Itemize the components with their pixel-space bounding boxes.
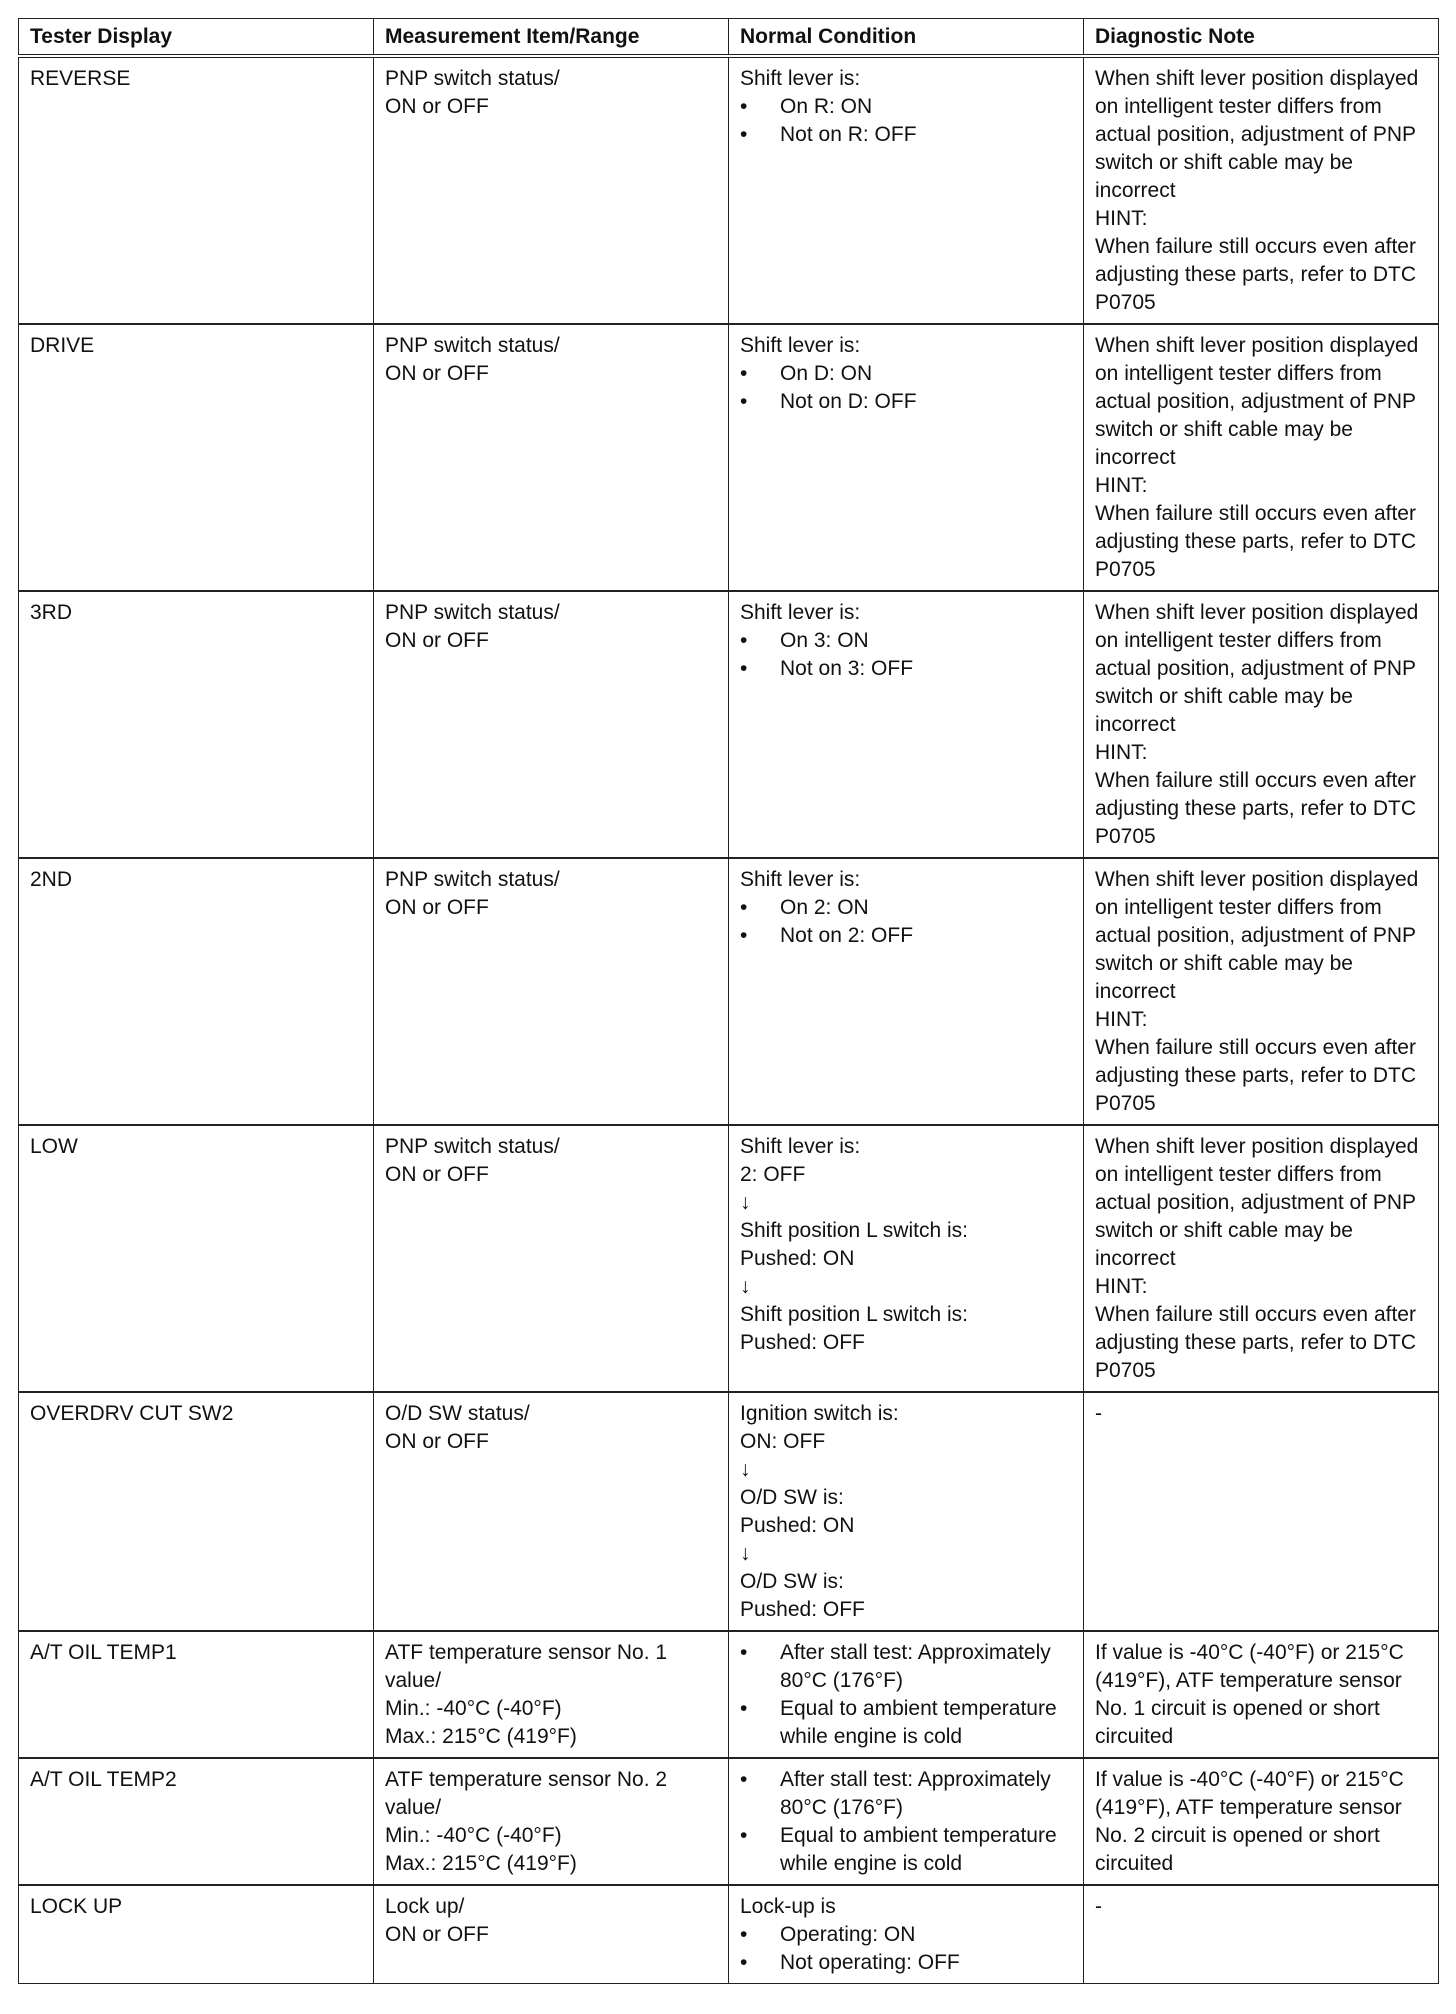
tester-display-text: 3RD (30, 601, 73, 624)
table-row (19, 858, 1439, 1125)
tester-display-text: LOW (30, 1135, 78, 1158)
diagnostic-note-line: HINT: (1095, 741, 1148, 764)
tester-display-text: A/T OIL TEMP2 (30, 1768, 177, 1791)
condition-bullet (740, 1949, 1072, 1977)
condition-bullet (740, 1822, 1072, 1878)
table-row (19, 1631, 1439, 1758)
measurement-line: ATF temperature sensor No. 1 value/ (385, 1641, 673, 1692)
diagnostic-note-line: When shift lever position displayed on intelligent tester differs from actual position, adjustment of PNP switch or shift cable may be incorrect (1095, 1135, 1425, 1270)
condition-line: Shift lever is: (740, 868, 861, 891)
condition-bullet-text: Operating: ON (780, 1923, 916, 1946)
condition-bullet-text: On 2: ON (780, 896, 869, 919)
down-arrow-icon: ↓ (740, 1191, 751, 1214)
measurement-line: ON or OFF (385, 629, 489, 652)
diagnostic-note-line: When failure still occurs even after adjusting these parts, refer to DTC P0705 (1095, 502, 1422, 581)
measurement-line: Max.: 215°C (419°F) (385, 1852, 577, 1875)
cell-normal-condition (729, 591, 1084, 858)
bullet-icon: • (740, 924, 748, 947)
condition-line: O/D SW is: (740, 1486, 844, 1509)
measurement-line: ON or OFF (385, 95, 489, 118)
cell-tester-display (19, 1631, 374, 1758)
diagnostic-note-line: When failure still occurs even after adjusting these parts, refer to DTC P0705 (1095, 235, 1422, 314)
measurement-line: O/D SW status/ (385, 1402, 530, 1425)
table-row (19, 1125, 1439, 1392)
table-row (19, 591, 1439, 858)
bullet-icon: • (740, 1951, 748, 1974)
condition-line: Lock-up is (740, 1895, 836, 1918)
cell-measurement (374, 324, 729, 591)
cell-normal-condition (729, 56, 1084, 324)
condition-line: Shift position L switch is: (740, 1303, 968, 1326)
table-row (19, 1758, 1439, 1885)
tester-display-text: 2ND (30, 868, 73, 891)
bullet-icon: • (740, 1923, 748, 1946)
diagnostic-note-line: HINT: (1095, 207, 1148, 230)
condition-bullet (740, 1766, 1072, 1822)
measurement-line: ON or OFF (385, 1163, 489, 1186)
cell-tester-display (19, 56, 374, 324)
measurement-line: PNP switch status/ (385, 67, 560, 90)
condition-bullet (740, 1695, 1072, 1751)
bullet-icon: • (740, 1824, 748, 1847)
cell-diagnostic-note (1084, 1631, 1439, 1758)
condition-line: Shift lever is: (740, 1135, 861, 1158)
bullet-icon: • (740, 123, 748, 146)
condition-bullet-text: After stall test: Approximately 80°C (176°F) (780, 1641, 1051, 1692)
diagnostic-note-line: When shift lever position displayed on intelligent tester differs from actual position, adjustment of PNP switch or shift cable may be incorrect (1095, 601, 1425, 736)
condition-line: Ignition switch is: (740, 1402, 899, 1425)
tester-display-text: LOCK UP (30, 1895, 123, 1918)
tester-display-text: DRIVE (30, 334, 95, 357)
condition-line: ON: OFF (740, 1430, 826, 1453)
cell-diagnostic-note (1084, 56, 1439, 324)
tester-display-text: REVERSE (30, 67, 131, 90)
cell-tester-display (19, 1758, 374, 1885)
condition-bullet (740, 388, 1072, 416)
measurement-line: PNP switch status/ (385, 601, 560, 624)
measurement-line: PNP switch status/ (385, 1135, 560, 1158)
measurement-line: Max.: 215°C (419°F) (385, 1725, 577, 1748)
diagnostic-note-line: If value is -40°C (-40°F) or 215°C (419°F), ATF temperature sensor No. 1 circuit is opened or short circuited (1095, 1641, 1410, 1748)
measurement-line: Lock up/ (385, 1895, 465, 1918)
condition-bullet-text: Not on 2: OFF (780, 924, 914, 947)
condition-bullet-text: On R: ON (780, 95, 873, 118)
tester-display-text: A/T OIL TEMP1 (30, 1641, 177, 1664)
condition-bullet-text: On 3: ON (780, 629, 869, 652)
condition-line: Pushed: ON (740, 1247, 855, 1270)
cell-normal-condition (729, 324, 1084, 591)
cell-measurement (374, 1392, 729, 1631)
cell-measurement (374, 1125, 729, 1392)
table-row (19, 324, 1439, 591)
cell-measurement (374, 591, 729, 858)
cell-diagnostic-note (1084, 1885, 1439, 1984)
measurement-line: Min.: -40°C (-40°F) (385, 1824, 562, 1847)
condition-bullet-text: After stall test: Approximately 80°C (176°F) (780, 1768, 1051, 1819)
cell-normal-condition (729, 1885, 1084, 1984)
condition-bullet (740, 894, 1072, 922)
bullet-icon: • (740, 1697, 748, 1720)
table-row (19, 1392, 1439, 1631)
diagnostic-note-line: HINT: (1095, 1275, 1148, 1298)
condition-line: 2: OFF (740, 1163, 806, 1186)
cell-diagnostic-note (1084, 858, 1439, 1125)
condition-bullet (740, 1921, 1072, 1949)
measurement-line: PNP switch status/ (385, 868, 560, 891)
condition-line: Pushed: OFF (740, 1331, 865, 1354)
bullet-icon: • (740, 95, 748, 118)
measurement-line: ON or OFF (385, 1430, 489, 1453)
cell-measurement (374, 858, 729, 1125)
header-measurement-item: Measurement Item/Range (374, 19, 729, 57)
diagnostic-note-line: - (1095, 1402, 1102, 1425)
cell-diagnostic-note (1084, 1125, 1439, 1392)
condition-bullet-text: Not operating: OFF (780, 1951, 960, 1974)
measurement-line: ON or OFF (385, 1923, 489, 1946)
measurement-line: Min.: -40°C (-40°F) (385, 1697, 562, 1720)
condition-bullet (740, 121, 1072, 149)
cell-normal-condition (729, 1392, 1084, 1631)
diagnostic-note-line: When failure still occurs even after adjusting these parts, refer to DTC P0705 (1095, 1036, 1422, 1115)
diagnostic-note-line: When failure still occurs even after adjusting these parts, refer to DTC P0705 (1095, 1303, 1422, 1382)
condition-bullet (740, 922, 1072, 950)
condition-bullet (740, 627, 1072, 655)
condition-bullet (740, 360, 1072, 388)
condition-bullet-text: Equal to ambient temperature while engine is cold (780, 1697, 1057, 1748)
diagnostic-note-line: When failure still occurs even after adjusting these parts, refer to DTC P0705 (1095, 769, 1422, 848)
cell-measurement (374, 56, 729, 324)
bullet-icon: • (740, 629, 748, 652)
condition-line: O/D SW is: (740, 1570, 844, 1593)
condition-line: Pushed: OFF (740, 1598, 865, 1621)
condition-line: Pushed: ON (740, 1514, 855, 1537)
header-tester-display: Tester Display (19, 19, 374, 57)
cell-tester-display (19, 1125, 374, 1392)
condition-bullet (740, 655, 1072, 683)
bullet-icon: • (740, 657, 748, 680)
cell-tester-display (19, 858, 374, 1125)
cell-tester-display (19, 1392, 374, 1631)
cell-diagnostic-note (1084, 1392, 1439, 1631)
condition-bullet (740, 93, 1072, 121)
condition-bullet-text: Not on R: OFF (780, 123, 917, 146)
cell-diagnostic-note (1084, 324, 1439, 591)
condition-bullet-text: Equal to ambient temperature while engine is cold (780, 1824, 1057, 1875)
cell-normal-condition (729, 1125, 1084, 1392)
cell-tester-display (19, 324, 374, 591)
diagnostic-note-line: HINT: (1095, 1008, 1148, 1031)
cell-measurement (374, 1758, 729, 1885)
down-arrow-icon: ↓ (740, 1275, 751, 1298)
cell-measurement (374, 1885, 729, 1984)
diagnostic-note-line: HINT: (1095, 474, 1148, 497)
condition-line: Shift position L switch is: (740, 1219, 968, 1242)
bullet-icon: • (740, 362, 748, 385)
down-arrow-icon: ↓ (740, 1542, 751, 1565)
tester-display-text: OVERDRV CUT SW2 (30, 1402, 234, 1425)
diagnostic-note-line: If value is -40°C (-40°F) or 215°C (419°F), ATF temperature sensor No. 2 circuit is opened or short circuited (1095, 1768, 1410, 1875)
diagnostic-note-line: When shift lever position displayed on intelligent tester differs from actual position, adjustment of PNP switch or shift cable may be incorrect (1095, 334, 1425, 469)
cell-diagnostic-note (1084, 591, 1439, 858)
diagnostic-note-line: When shift lever position displayed on intelligent tester differs from actual position, adjustment of PNP switch or shift cable may be incorrect (1095, 868, 1425, 1003)
data-list-table (18, 18, 1439, 1984)
measurement-line: ATF temperature sensor No. 2 value/ (385, 1768, 673, 1819)
condition-bullet-text: On D: ON (780, 362, 873, 385)
bullet-icon: • (740, 390, 748, 413)
diagnostic-note-line: - (1095, 1895, 1102, 1918)
measurement-line: PNP switch status/ (385, 334, 560, 357)
cell-diagnostic-note (1084, 1758, 1439, 1885)
condition-bullet-text: Not on D: OFF (780, 390, 917, 413)
diagnostic-note-line: When shift lever position displayed on intelligent tester differs from actual position, adjustment of PNP switch or shift cable may be incorrect (1095, 67, 1425, 202)
measurement-line: ON or OFF (385, 896, 489, 919)
bullet-icon: • (740, 896, 748, 919)
header-normal-condition: Normal Condition (729, 19, 1084, 57)
header-diagnostic-note: Diagnostic Note (1084, 19, 1439, 57)
cell-measurement (374, 1631, 729, 1758)
cell-normal-condition (729, 1758, 1084, 1885)
condition-bullet-text: Not on 3: OFF (780, 657, 914, 680)
measurement-line: ON or OFF (385, 362, 489, 385)
condition-bullet (740, 1639, 1072, 1695)
cell-normal-condition (729, 858, 1084, 1125)
cell-tester-display (19, 591, 374, 858)
table-header-row (19, 19, 1439, 57)
table-row (19, 56, 1439, 324)
bullet-icon: • (740, 1641, 748, 1664)
condition-line: Shift lever is: (740, 334, 861, 357)
down-arrow-icon: ↓ (740, 1458, 751, 1481)
bullet-icon: • (740, 1768, 748, 1791)
condition-line: Shift lever is: (740, 67, 861, 90)
cell-normal-condition (729, 1631, 1084, 1758)
table-row (19, 1885, 1439, 1984)
condition-line: Shift lever is: (740, 601, 861, 624)
cell-tester-display (19, 1885, 374, 1984)
document-page (18, 18, 1438, 1984)
